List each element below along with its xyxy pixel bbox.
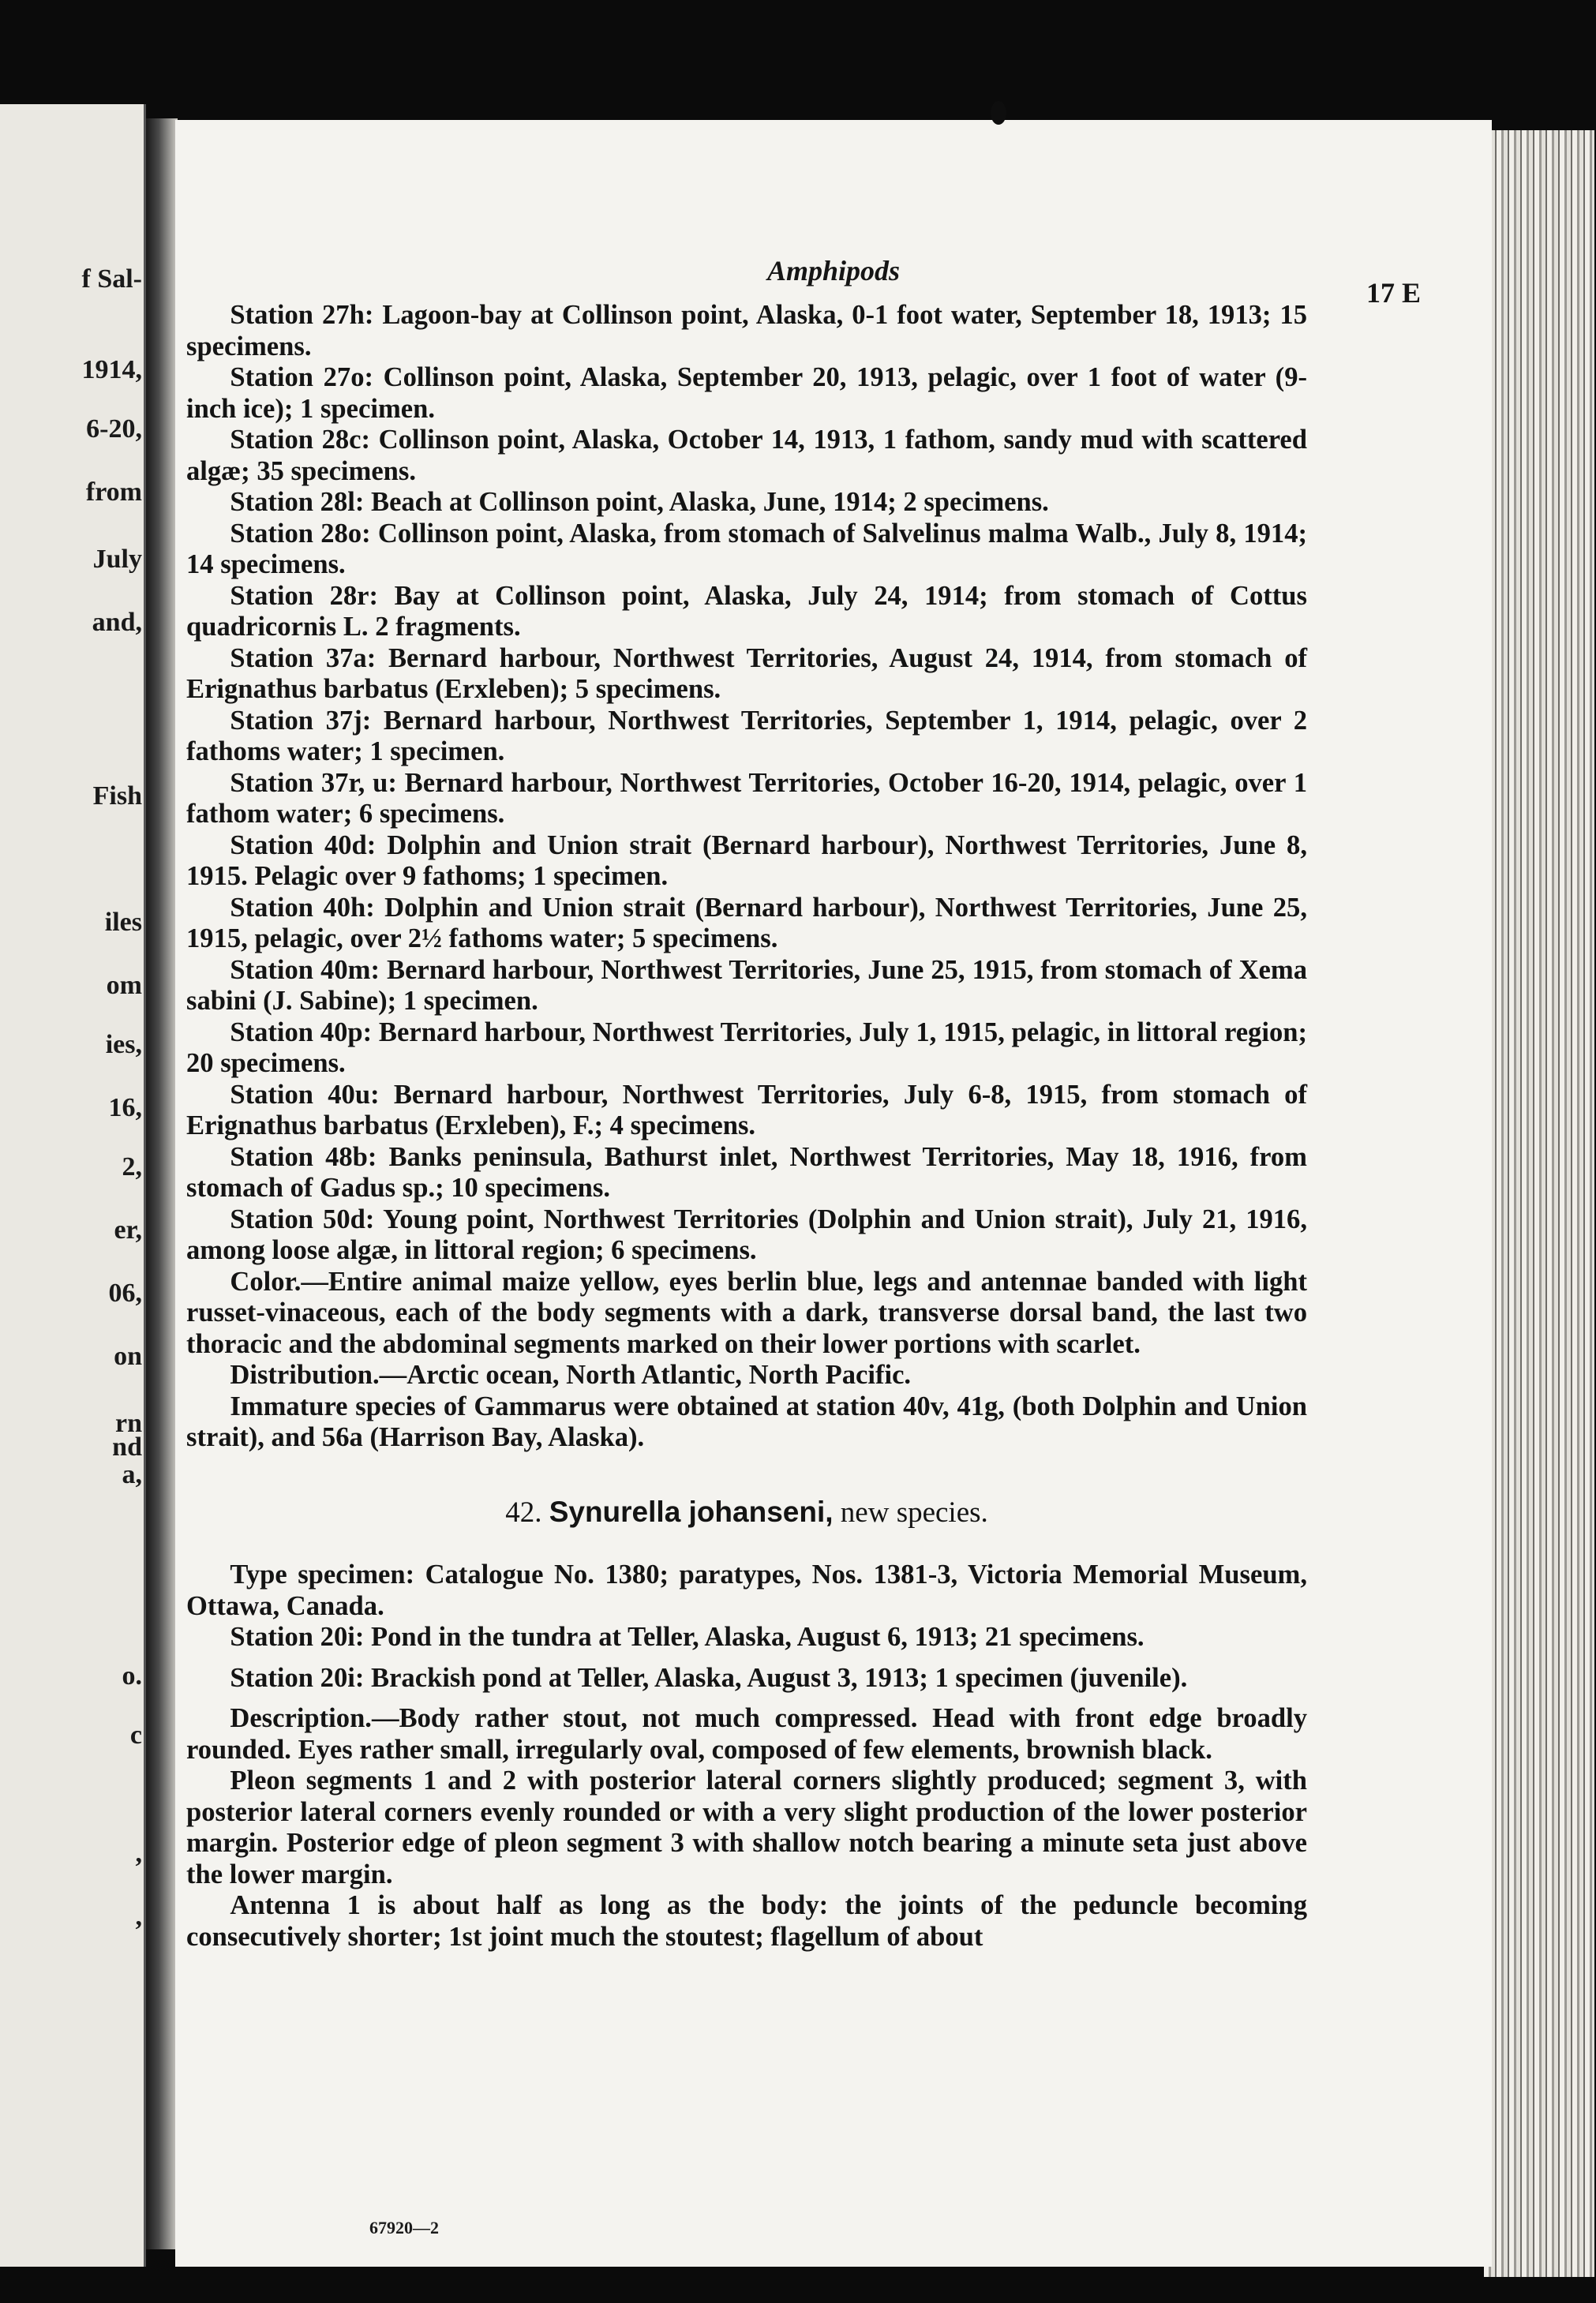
facing-page-fragment-text: 6-20, [86, 414, 142, 444]
page-stack-edge [1484, 130, 1594, 2277]
station-records [186, 300, 1307, 1454]
facing-page-fragment-text: 16, [108, 1093, 142, 1122]
facing-page-fragment-text: , [135, 1839, 142, 1868]
facing-page-fragment-text: rn [115, 1409, 142, 1438]
species-description [186, 1560, 1307, 1953]
facing-page-fragment-text: er, [114, 1215, 142, 1245]
facing-page-fragment-text: c [129, 1721, 142, 1750]
facing-page-fragment-text: from [85, 477, 142, 507]
paragraph: Pleon segments 1 and 2 with posterior lateral corners slightly produced; segment 3, with posterior lateral corners evenly rounded or with a very slight production of the lower posterior margin. Posterior edge of pleon segment 3 with shallow notch bearing a minute seta just above the lower margin. [186, 1766, 1307, 1889]
facing-page-fragment-text: 06, [108, 1279, 142, 1308]
facing-page-fragment-text: f Sal- [81, 264, 142, 294]
paragraph: Station 28c: Collinson point, Alaska, October 14, 1913, 1 fathom, sandy mud with scattered algæ; 35 specimens. [186, 425, 1307, 486]
paragraph: Station 27o: Collinson point, Alaska, September 20, 1913, pelagic, over 1 foot of water (9-inch ice); 1 specimen. [186, 362, 1307, 424]
paragraph: Station 28r: Bay at Collinson point, Alaska, July 24, 1914; from stomach of Cottus quadricornis L. 2 fragments. [186, 580, 1307, 642]
paragraph: Color.—Entire animal maize yellow, eyes berlin blue, legs and antennae banded with light russet-vinaceous, each of the body segments with a dark, transverse dorsal band, the last two thoracic and the abdominal segments marked on their lower portions with scarlet. [186, 1266, 1307, 1359]
paragraph: Station 40u: Bernard harbour, Northwest Territories, July 6-8, 1915, from stomach of Erignathus barbatus (Erxleben), F.; 4 specimens. [186, 1079, 1307, 1140]
facing-page-fragment-text: nd [112, 1432, 142, 1462]
species-heading [186, 1496, 1307, 1529]
paragraph: Station 37a: Bernard harbour, Northwest Territories, August 24, 1914, from stomach of Erignathus barbatus (Erxleben); 5 specimens. [186, 642, 1307, 704]
facing-page-fragment-text: , [135, 1902, 142, 1931]
running-head: Amphipods [766, 255, 901, 286]
paragraph: Station 28l: Beach at Collinson point, Alaska, June, 1914; 2 specimens. [230, 487, 1049, 517]
paragraph: Type specimen: Catalogue No. 1380; paratypes, Nos. 1381-3, Victoria Memorial Museum, Ottawa, Canada. [186, 1560, 1307, 1621]
paragraph: Station 48b: Banks peninsula, Bathurst inlet, Northwest Territories, May 18, 1916, from stomach of Gadus sp.; 10 specimens. [186, 1141, 1307, 1203]
paragraph: Station 20i: Brackish pond at Teller, Alaska, August 3, 1913; 1 specimen (juvenile). [230, 1662, 1188, 1693]
paragraph: Immature species of Gammarus were obtained at station 40v, 41g, (both Dolphin and Union strait), and 56a (Harrison Bay, Alaska). [186, 1391, 1307, 1452]
paragraph: Station 50d: Young point, Northwest Territories (Dolphin and Union strait), July 21, 1916, among loose algæ, in littoral region; 6 specimens. [186, 1204, 1307, 1265]
species-note: new species. [840, 1496, 988, 1529]
facing-page-fragment-text: iles [104, 908, 142, 937]
facing-page-fragment-text: July [92, 545, 142, 574]
paragraph: Station 20i: Pond in the tundra at Teller, Alaska, August 6, 1913; 21 specimens. [230, 1622, 1145, 1652]
facing-page-fragment-text: on [114, 1342, 142, 1371]
page-number: 17 E [1366, 277, 1421, 309]
paragraph: Description.—Body rather stout, not much compressed. Head with front edge broadly rounded. Eyes rather small, irregularly oval, composed of few elements, brownish black. [186, 1703, 1307, 1765]
paragraph: Station 40d: Dolphin and Union strait (Bernard harbour), Northwest Territories, June 8, 1915. Pelagic over 9 fathoms; 1 specimen. [186, 829, 1307, 891]
book-gutter [146, 118, 178, 2249]
page-blemish [991, 101, 1006, 125]
facing-page-fragment-text: Fish [92, 781, 142, 811]
facing-page-fragment-text: and, [92, 608, 142, 637]
paragraph: Station 27h: Lagoon-bay at Collinson point, Alaska, 0-1 foot water, September 18, 1913; 15 specimens. [186, 300, 1307, 361]
main-text [186, 300, 1307, 1953]
paragraph: Station 40p: Bernard harbour, Northwest Territories, July 1, 1915, pelagic, in littoral region; 20 specimens. [186, 1017, 1307, 1078]
facing-page-fragment-text: 2, [122, 1152, 142, 1181]
paragraph: Station 28o: Collinson point, Alaska, from stomach of Salvelinus malma Walb., July 8, 1914; 14 specimens. [186, 518, 1307, 579]
print-code: 67920—2 [369, 2218, 439, 2237]
facing-page-fragment-text: om [106, 971, 142, 1000]
species-name: Synurella johanseni, [549, 1495, 834, 1528]
species-number: 42. [505, 1496, 542, 1529]
paragraph: Station 37r, u: Bernard harbour, Northwest Territories, October 16-20, 1914, pelagic, over 1 fathom water; 6 specimens. [186, 767, 1307, 829]
facing-page-fragment-text: a, [122, 1460, 142, 1489]
paragraph: Station 37j: Bernard harbour, Northwest Territories, September 1, 1914, pelagic, over 2 fathoms water; 1 specimen. [186, 705, 1307, 766]
paragraph: Station 40m: Bernard harbour, Northwest Territories, June 25, 1915, from stomach of Xema sabini (J. Sabine); 1 specimen. [186, 954, 1307, 1016]
paragraph: Station 40h: Dolphin and Union strait (Bernard harbour), Northwest Territories, June 25, 1915, pelagic, over 2½ fathoms water; 5 specimens. [186, 892, 1307, 953]
facing-page-fragment-text: o. [122, 1661, 142, 1691]
facing-page-fragment-text: 1914, [81, 355, 142, 384]
paragraph: Antenna 1 is about half as long as the body: the joints of the peduncle becoming consecutively shorter; 1st joint much the stoutest; flagellum of about [186, 1890, 1307, 1952]
paragraph: Distribution.—Arctic ocean, North Atlantic, North Pacific. [230, 1360, 912, 1390]
facing-page-fragment-text: ies, [105, 1030, 142, 1059]
